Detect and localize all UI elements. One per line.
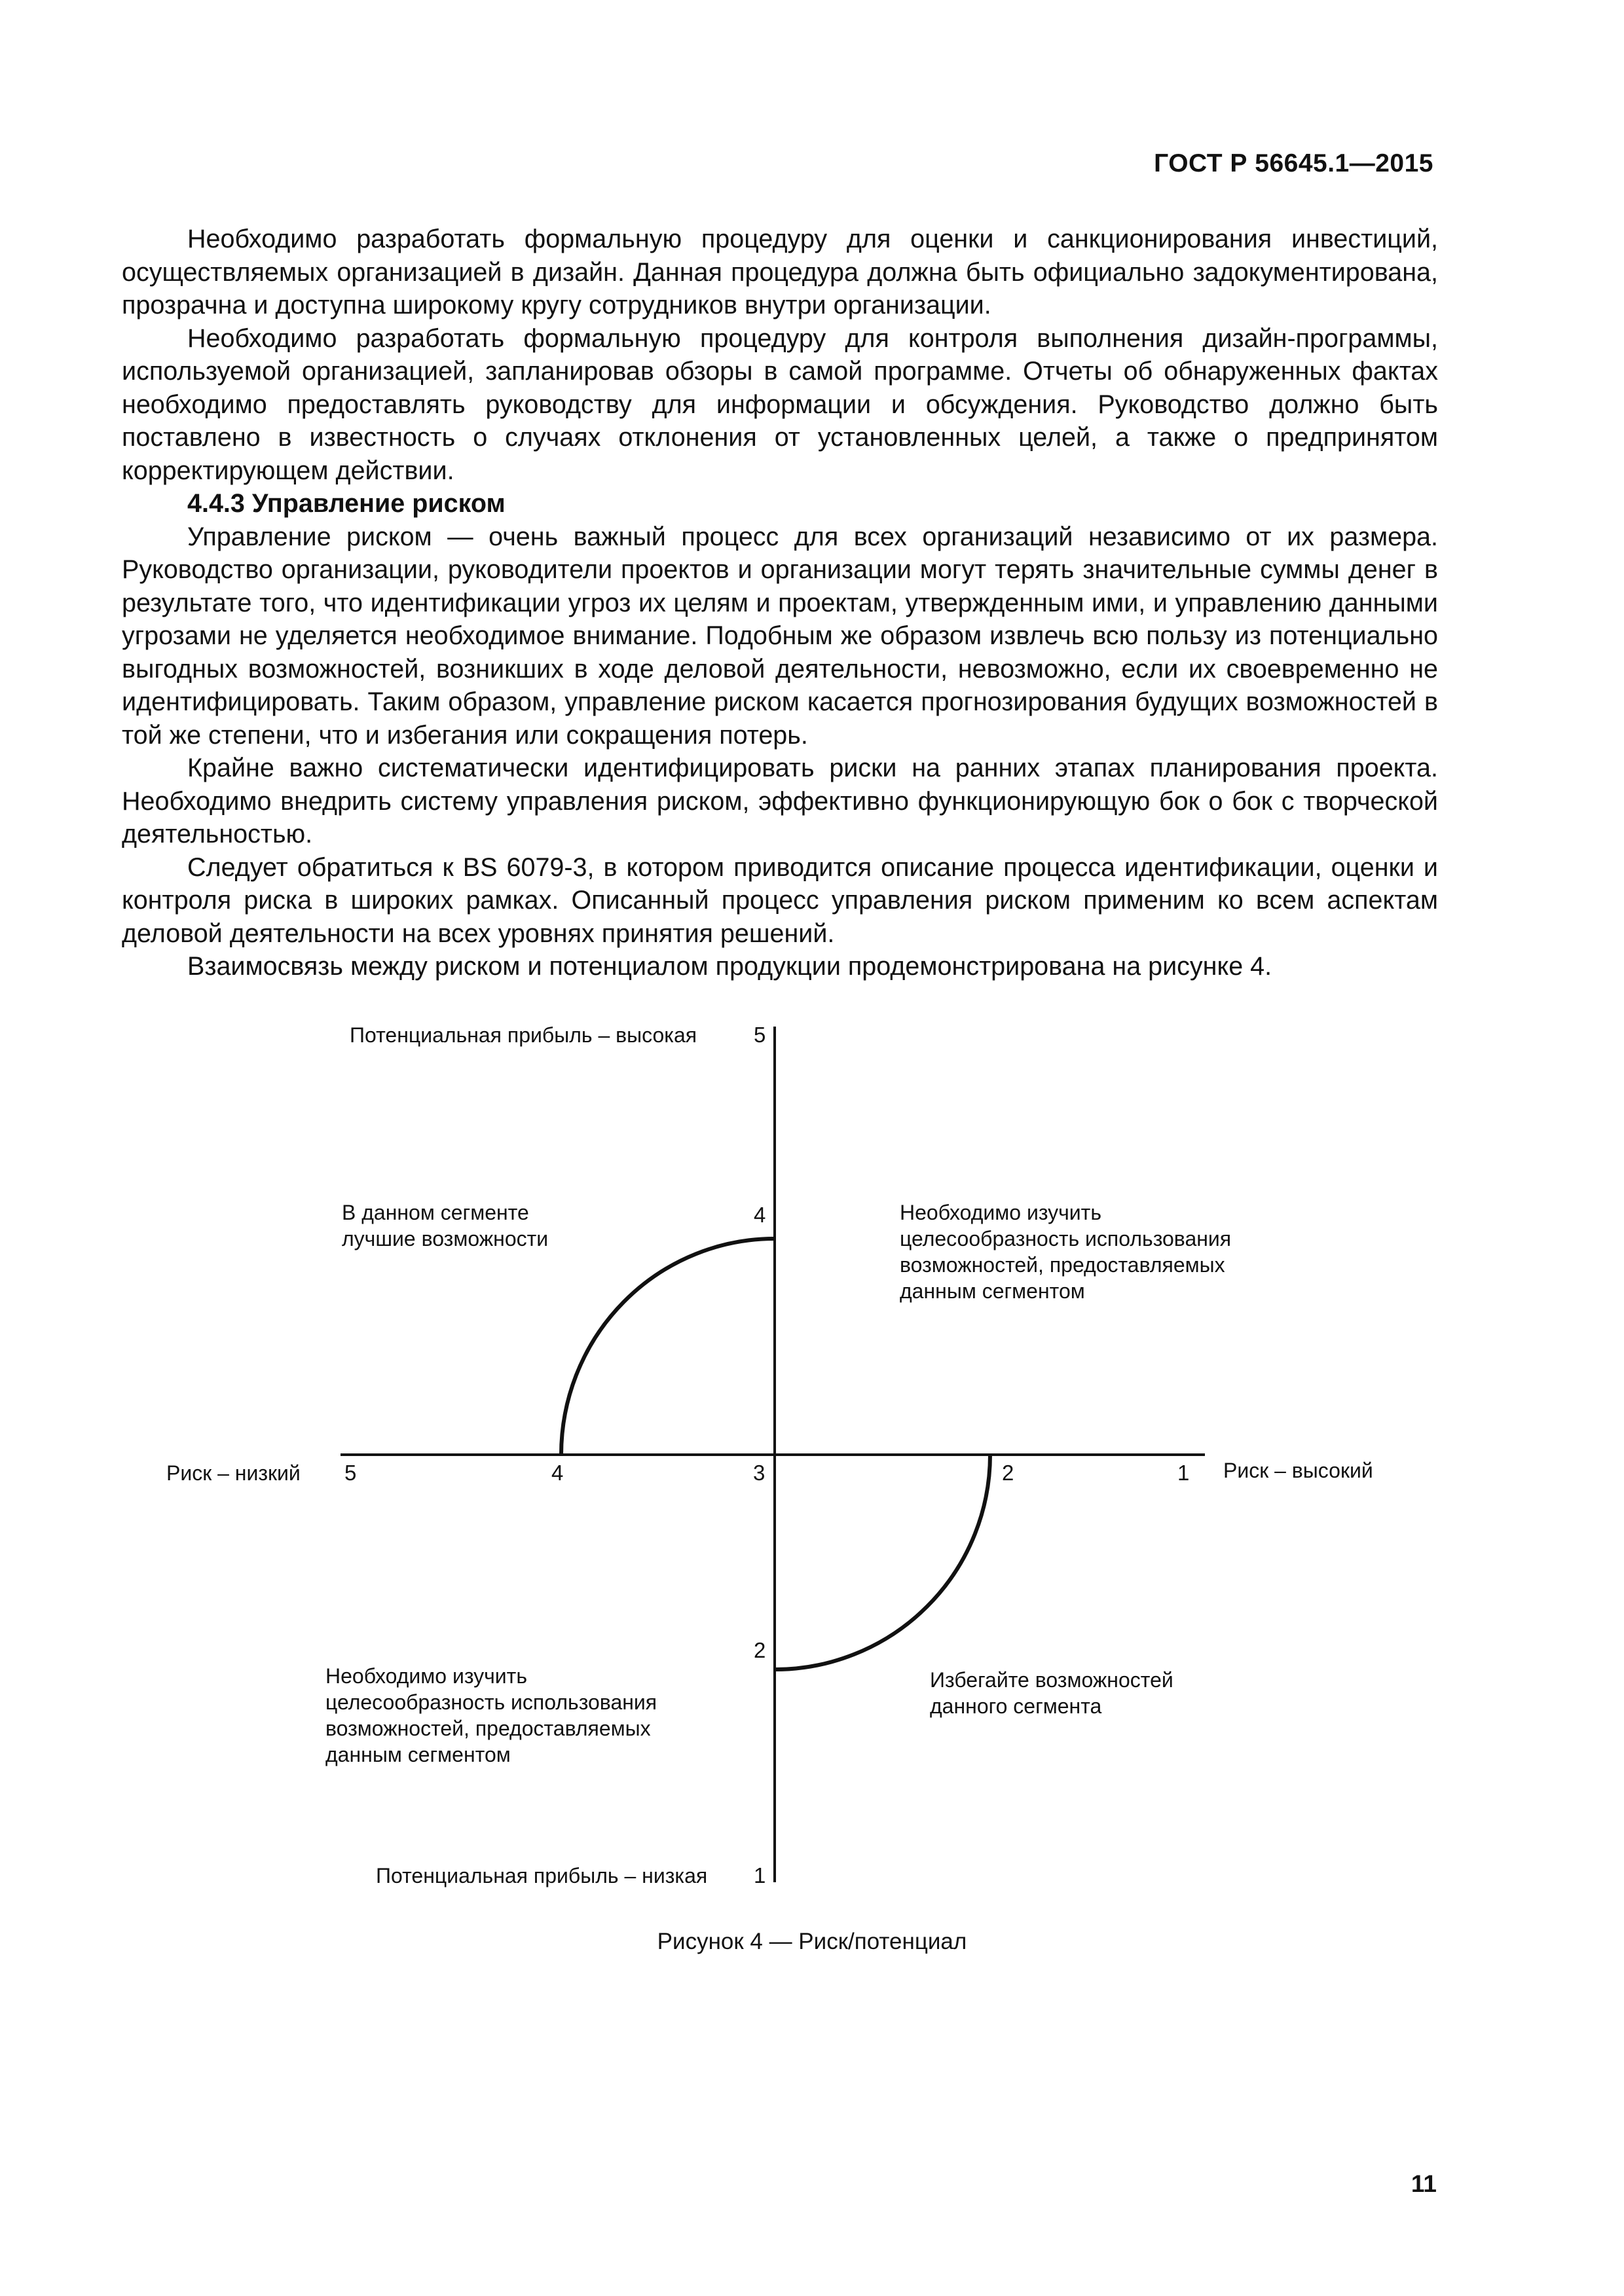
x-tick-left: 4 <box>551 1461 564 1485</box>
page-number: 11 <box>1411 2170 1437 2197</box>
y-tick-upper: 4 <box>754 1203 766 1227</box>
paragraph: Необходимо разработать формальную процедуру для контроля выполнения дизайн-программы, используемой организацией, запланировав обзоры в самой программе. Отчеты об обнаруженных фактах необходимо предоставлять руководству для информации и обсуждения. Руководство должно быть поставлено в известность о случаях отклонения от установленных целей, а также о предпринятом корректирующем действии. <box>122 323 1438 485</box>
quadrant-line: данным сегментом <box>900 1279 1085 1303</box>
x-axis-right-label: Риск – высокий <box>1223 1459 1373 1482</box>
quadrant-line: данным сегментом <box>325 1743 511 1766</box>
y-axis-bottom-label: Потенциальная прибыль – низкая <box>376 1864 708 1887</box>
x-axis-left-label: Риск – низкий <box>166 1461 301 1485</box>
y-tick-top: 5 <box>754 1023 766 1047</box>
document-code-header: ГОСТ Р 56645.1—2015 <box>1154 149 1433 177</box>
paragraph: Крайне важно систематически идентифицировать риски на ранних этапах планирования проекта. Необходимо внедрить систему управления риском, эффективно функционирующую бок о бок с творческой деятельностью. <box>122 754 1438 848</box>
quadrant-line: целесообразность использования <box>325 1690 657 1714</box>
quadrant-line: Необходимо изучить <box>900 1201 1101 1224</box>
lower-right-arc <box>775 1455 990 1669</box>
quadrant-line: Избегайте возможностей <box>930 1668 1173 1692</box>
y-tick-lower: 2 <box>754 1638 766 1662</box>
quadrant-line: данного сегмента <box>930 1694 1102 1718</box>
quadrant-line: В данном сегменте <box>342 1201 529 1224</box>
quadrant-bottom-left-text <box>325 1663 657 1768</box>
paragraph: Необходимо разработать формальную процедуру для оценки и санкционирования инвестиций, осуществляемых организацией в дизайн. Данная процедура должна быть официально задокументирована, прозрачна и доступна широкому кругу сотрудников внутри организации. <box>122 225 1438 319</box>
body-text <box>122 223 1438 983</box>
figure-caption: Рисунок 4 — Риск/потенциал <box>657 1929 967 1954</box>
upper-left-arc <box>561 1239 775 1455</box>
paragraph: Взаимосвязь между риском и потенциалом продукции продемонстрирована на рисунке 4. <box>187 952 1272 981</box>
quadrant-bottom-right-text <box>930 1667 1173 1719</box>
quadrant-line: возможностей, предоставляемых <box>325 1717 651 1740</box>
x-tick-far-left: 5 <box>344 1461 357 1485</box>
y-axis-top-label: Потенциальная прибыль – высокая <box>350 1023 697 1047</box>
quadrant-top-right-text <box>900 1199 1231 1304</box>
risk-potential-figure <box>0 1008 1624 1912</box>
quadrant-line: целесообразность использования <box>900 1227 1232 1250</box>
x-tick-right: 2 <box>1002 1461 1014 1485</box>
quadrant-line: Необходимо изучить <box>325 1664 527 1688</box>
x-tick-center: 3 <box>753 1461 766 1485</box>
paragraph: Следует обратиться к BS 6079-3, в котором приводится описание процесса идентификации, оценки и контроля риска в широких рамках. Описанный процесс управления риском применим ко всем аспектам деловой деятельности на всех уровнях принятия решений. <box>122 852 1438 948</box>
y-tick-bottom: 1 <box>754 1863 766 1887</box>
quadrant-line: возможностей, предоставляемых <box>900 1253 1225 1277</box>
quadrant-top-left-text <box>342 1199 548 1252</box>
quadrant-line: лучшие возможности <box>342 1227 549 1250</box>
paragraph: Управление риском — очень важный процесс для всех организаций независимо от их размера. Руководство организации, руководители проектов и организации могут терять значительные суммы денег в результате того, что идентификации угроз их целям и проектам, утвержденным ими, и управлению данными угрозами не уделяется необходимое внимание. Подобным же образом извлечь всю пользу из потенциально выгодных возможностей, возникших в ходе деловой деятельности, невозможно, если их своевременно не идентифицировать. Таким образом, управление риском касается прогнозирования будущих возможностей в той же степени, что и избегания или сокращения потерь. <box>122 522 1438 750</box>
section-heading: 4.4.3 Управление риском <box>187 489 506 518</box>
x-tick-far-right: 1 <box>1177 1461 1190 1485</box>
